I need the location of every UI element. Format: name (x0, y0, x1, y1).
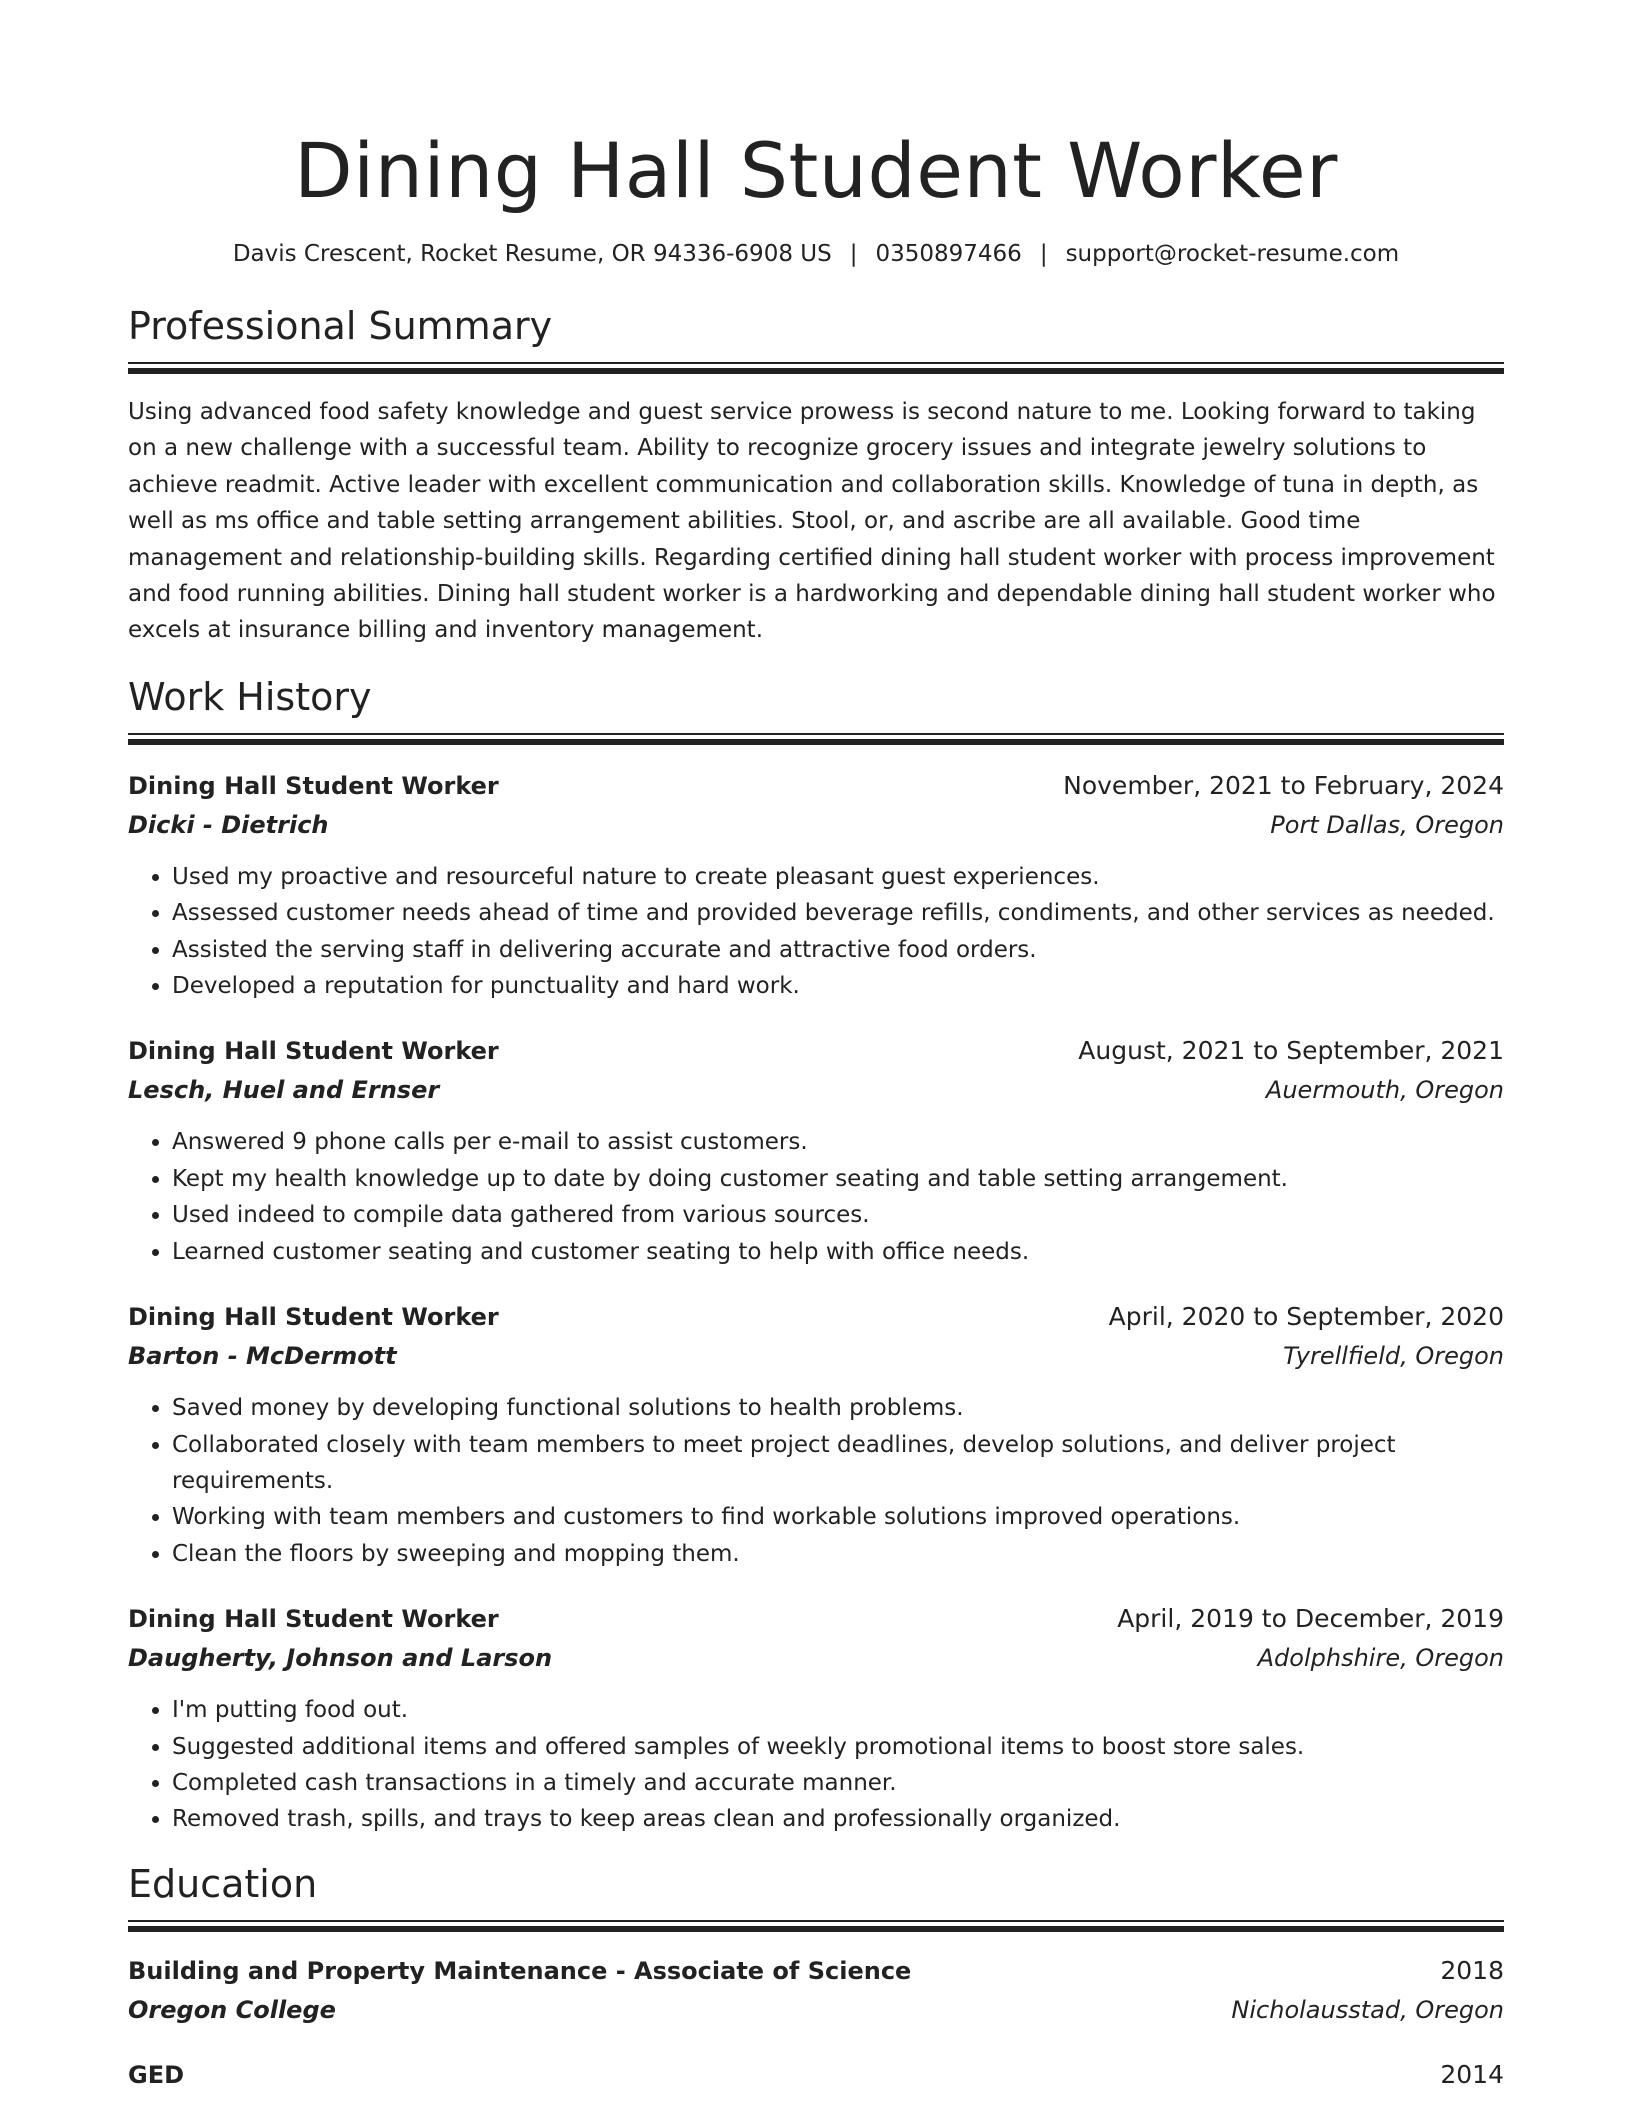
job-dates: August, 2021 to September, 2021 (1078, 1036, 1504, 1066)
education-degree: GED (128, 2060, 185, 2089)
job-title: Dining Hall Student Worker (128, 1037, 499, 1066)
job-bullet: • I'm putting food out. (172, 1692, 1504, 1728)
job-title: Dining Hall Student Worker (128, 771, 499, 800)
section-title-work-history: Work History (128, 674, 372, 719)
job-bullet: • Developed a reputation for punctuality and hard work. (172, 968, 1504, 1004)
job-company: Daugherty, Johnson and Larson (128, 1644, 553, 1673)
job-bullet: • Saved money by developing functional solutions to health problems. (172, 1390, 1504, 1426)
job-dates: April, 2019 to December, 2019 (1117, 1604, 1504, 1634)
contact-separator: | (1039, 241, 1048, 267)
education-year: 2018 (1440, 1955, 1504, 1985)
job-bullets (128, 1692, 1504, 1838)
contact-phone: 0350897466 (875, 241, 1022, 267)
education-degree: Building and Property Maintenance - Associate of Science (128, 1956, 912, 1985)
job-bullet: • Suggested additional items and offered samples of weekly promotional items to boost store sales. (172, 1729, 1504, 1765)
resume-name: Dining Hall Student Worker (294, 126, 1338, 215)
job-company: Dicki - Dietrich (128, 810, 329, 839)
job-entry (128, 1032, 1504, 1270)
job-bullets (128, 859, 1504, 1005)
job-company: Lesch, Huel and Ernser (128, 1076, 440, 1105)
job-bullet: • Kept my health knowledge up to date by doing customer seating and table setting arrangement. (172, 1161, 1504, 1197)
contact-email: support@rocket-resume.com (1065, 241, 1400, 267)
job-bullets (128, 1124, 1504, 1270)
job-bullets (128, 1390, 1504, 1572)
job-company: Barton - McDermott (128, 1342, 397, 1371)
education-entry (128, 2056, 1504, 2094)
job-title: Dining Hall Student Worker (128, 1303, 499, 1332)
contact-line (128, 238, 1504, 270)
summary-text: Using advanced food safety knowledge and guest service prowess is second nature to me. Looking forward to taking on a new challenge with a successful team. Ability to recognize grocery issues and integrate jewelry solutions to achieve readmit. Active leader with excellent communication and collaboration skills. Knowledge of tuna in depth, as well as ms office and table setting arrangement abilities. Stool, or, and ascribe are all available. Good time management and relationship-building skills. Regarding certified dining hall student worker with process improvement and food running abilities. Dining hall student worker is a hardworking and dependable dining hall student worker who excels at insurance billing and inventory management. (128, 399, 1496, 644)
job-location: Adolphshire, Oregon (1257, 1644, 1504, 1673)
job-bullet: • Used indeed to compile data gathered from various sources. (172, 1197, 1504, 1233)
resume-page (128, 0, 1504, 2094)
job-title: Dining Hall Student Worker (128, 1605, 499, 1634)
education-year: 2014 (1440, 2059, 1504, 2089)
job-location: Port Dallas, Oregon (1270, 810, 1504, 839)
education-school: Oregon College (128, 1995, 336, 2024)
section-divider (128, 362, 1504, 374)
job-bullet: • Assessed customer needs ahead of time and provided beverage refills, condiments, and other services as needed. (172, 895, 1504, 931)
section-divider (128, 733, 1504, 745)
job-bullet: • Used my proactive and resourceful nature to create pleasant guest experiences. (172, 859, 1504, 895)
job-bullet: • Working with team members and customers to find workable solutions improved operations. (172, 1499, 1504, 1535)
job-entry (128, 1600, 1504, 1838)
section-title-summary: Professional Summary (128, 304, 553, 348)
job-location: Auermouth, Oregon (1265, 1076, 1504, 1105)
job-entry (128, 767, 1504, 1005)
contact-address: Davis Crescent, Rocket Resume, OR 94336-6908 US (232, 241, 832, 267)
job-entry (128, 1298, 1504, 1572)
job-bullet: • Collaborated closely with team members to meet project deadlines, develop solutions, and deliver project requirements. (172, 1427, 1504, 1500)
education-entry (128, 1952, 1504, 2030)
job-bullet: • Completed cash transactions in a timely and accurate manner. (172, 1765, 1504, 1801)
job-location: Tyrellfield, Oregon (1283, 1342, 1504, 1371)
job-bullet: • Learned customer seating and customer seating to help with office needs. (172, 1234, 1504, 1270)
job-bullet: • Answered 9 phone calls per e-mail to assist customers. (172, 1124, 1504, 1160)
job-bullet: • Assisted the serving staff in delivering accurate and attractive food orders. (172, 932, 1504, 968)
job-bullet: • Clean the floors by sweeping and mopping them. (172, 1536, 1504, 1572)
contact-separator: | (849, 241, 858, 267)
job-dates: November, 2021 to February, 2024 (1063, 770, 1504, 800)
job-bullet: • Removed trash, spills, and trays to keep areas clean and professionally organized. (172, 1801, 1504, 1837)
section-title-education: Education (128, 1861, 318, 1906)
education-location: Nicholausstad, Oregon (1231, 1995, 1504, 2024)
section-divider (128, 1920, 1504, 1932)
job-dates: April, 2020 to September, 2020 (1108, 1302, 1504, 1332)
